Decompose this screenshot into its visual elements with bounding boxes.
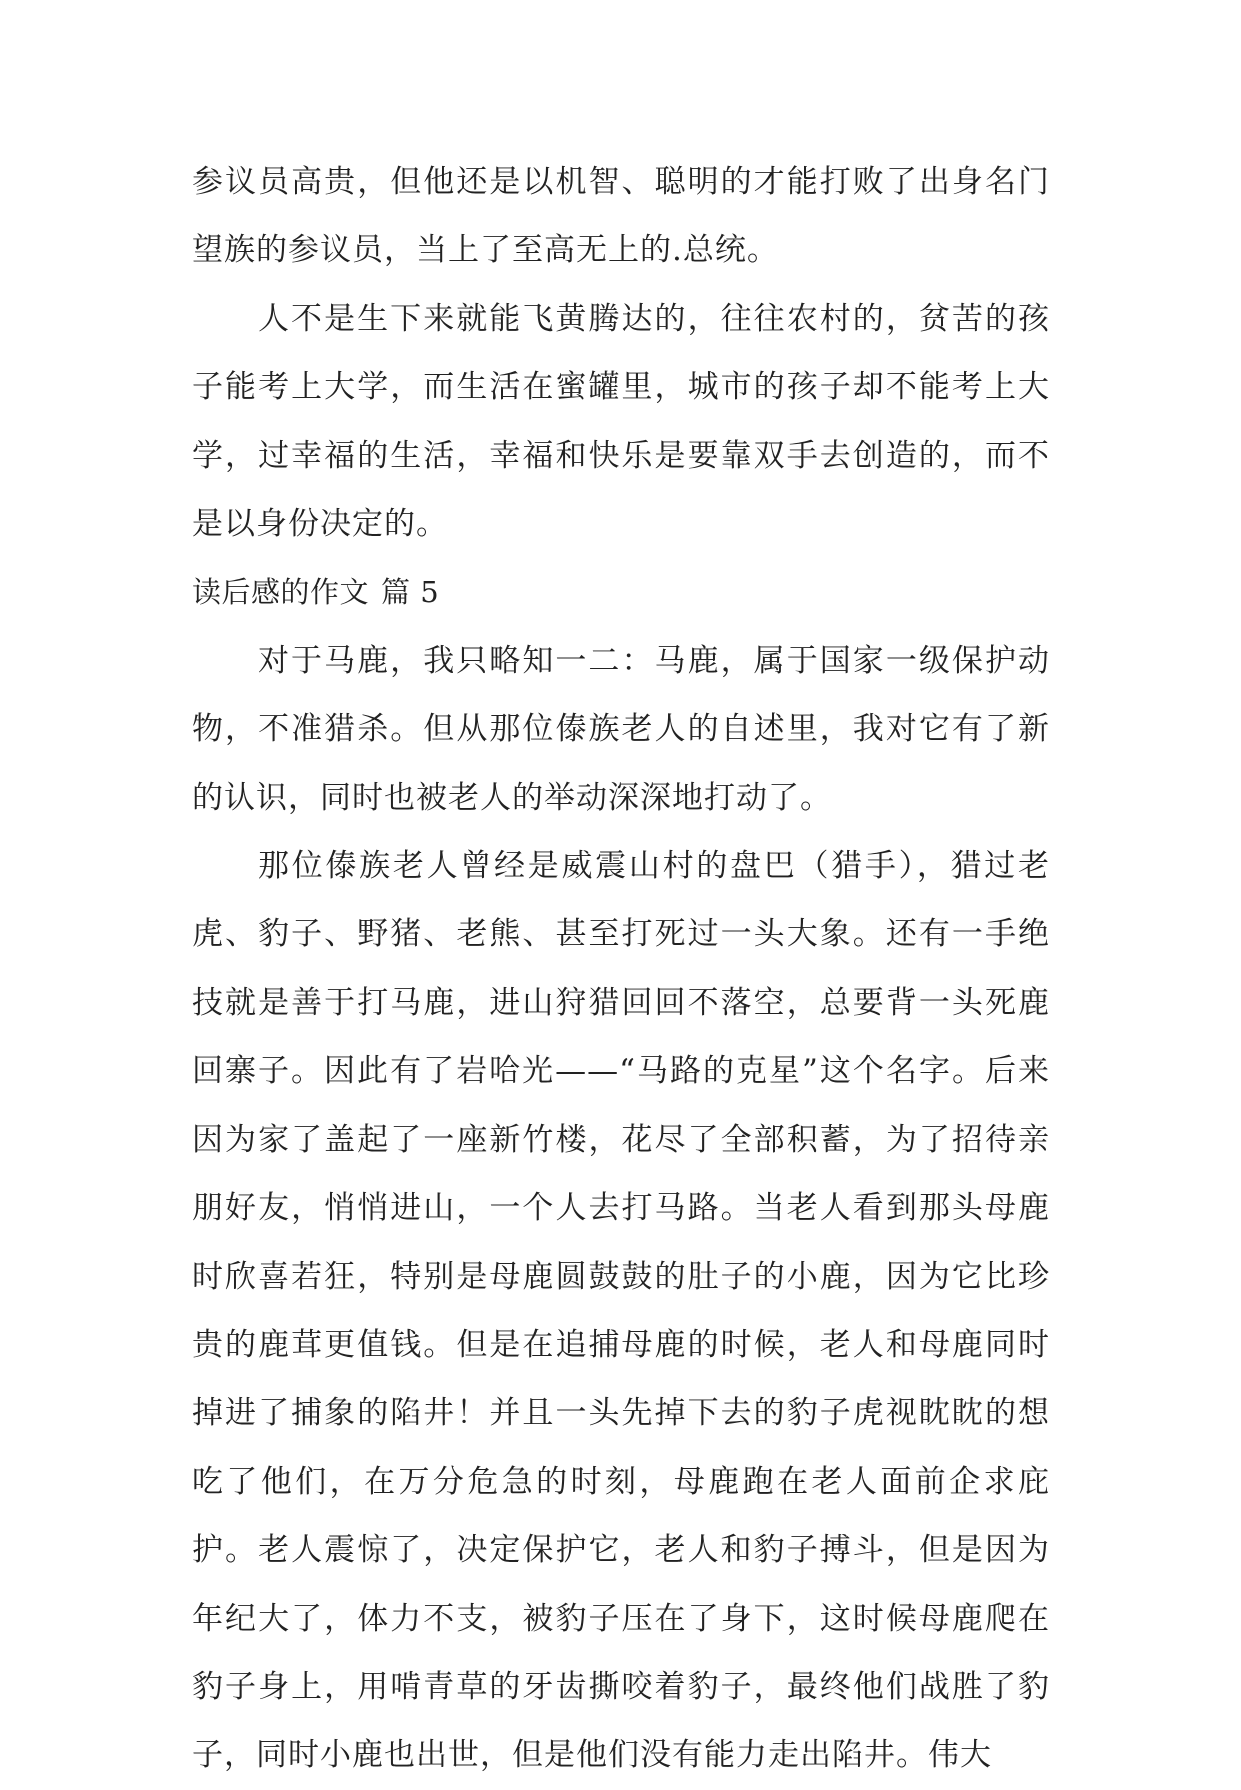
paragraph-continued: 参议员高贵，但他还是以机智、聪明的才能打败了出身名门望族的参议员，当上了至高无上的.总统。: [192, 164, 1050, 269]
paragraph-dai-hunter-story: 那位傣族老人曾经是威震山村的盘巴（猎手），猎过老虎、豹子、野猪、老熊、甚至打死过一头大象。还有一手绝技就是善于打马鹿，进山狩猎回回不落空，总要背一头死鹿回寨子。因此有了岩哈光——“马路的克星”这个名字。后来因为家了盖起了一座新竹楼，花尽了全部积蓄，为了招待亲朋好友，悄悄进山，一个人去打马路。当老人看到那头母鹿时欣喜若狂，特别是母鹿圆鼓鼓的肚子的小鹿，因为它比珍贵的鹿茸更值钱。但是在追捕母鹿的时候，老人和母鹿同时掉进了捕象的陷井！并且一头先掉下去的豹子虎视眈眈的想吃了他们，在万分危急的时刻，母鹿跑在老人面前企求庇护。老人震惊了，决定保护它，老人和豹子搏斗，但是因为年纪大了，体力不支，被豹子压在了身下，这时候母鹿爬在豹子身上，用啃青草的牙齿撕咬着豹子，最终他们战胜了豹子，同时小鹿也出世，但是他们没有能力走出陷井。伟大: [192, 848, 1050, 1774]
section-heading-label: 篇 5: [381, 575, 440, 610]
document-body: [192, 148, 1050, 1790]
paragraph-red-deer-intro: 对于马鹿，我只略知一二：马鹿，属于国家一级保护动物，不准猎杀。但从那位傣族老人的自述里，我对它有了新的认识，同时也被老人的举动深深地打动了。: [192, 642, 1050, 816]
paragraph-social-status: 人不是生下来就能飞黄腾达的，往往农村的，贫苦的孩子能考上大学，而生活在蜜罐里，城市的孩子却不能考上大学，过幸福的生活，幸福和快乐是要靠双手去创造的，而不是以身份决定的。: [192, 300, 1050, 543]
section-heading-title: 读后感的作文: [192, 575, 370, 610]
section-heading: [192, 558, 1050, 626]
